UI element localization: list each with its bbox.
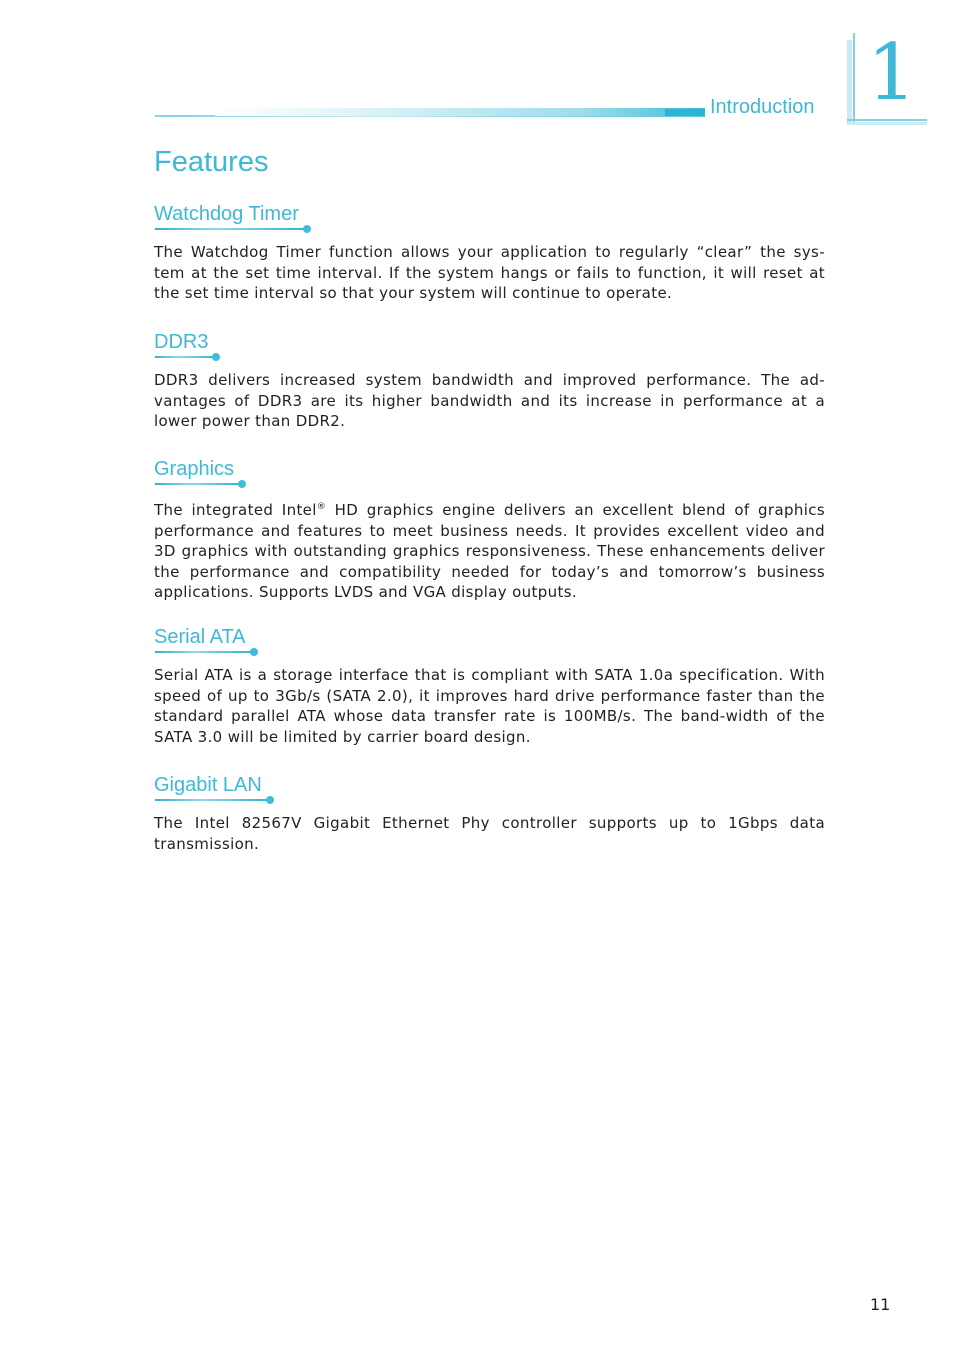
section-body: The integrated Intel® HD graphics engine delivers an excellent blend of graphics performance and features to meet business needs. It provides excellent video and 3D graphics with outstanding graphics responsiveness. These enhancements deliver the performance and compatibility needed for today’s and tomorrow’s business applications. Supports LVDS and VGA display outputs. <box>154 501 825 601</box>
page-title: Features <box>154 146 269 178</box>
bullet-dot-icon <box>266 796 274 804</box>
bullet-dot-icon <box>238 480 246 488</box>
section-heading: Gigabit LAN <box>154 773 270 803</box>
heading-underline <box>155 799 270 801</box>
section-serial-ata <box>154 625 825 747</box>
section-heading: DDR3 <box>154 330 216 360</box>
section-body: The Intel 82567V Gigabit Ethernet Phy controller supports up to 1Gbps data transmission. <box>154 814 825 853</box>
heading-underline <box>155 228 307 230</box>
section-heading: Graphics <box>154 457 242 487</box>
page-number: 11 <box>870 1295 891 1314</box>
heading-underline <box>155 483 242 485</box>
section-body: DDR3 delivers increased system bandwidth and improved performance. The ad-vantages of DDR3 are its higher bandwidth and its increase in performance at a lower power than DDR2. <box>154 371 825 430</box>
section-watchdog-timer <box>154 202 825 304</box>
section-heading: Watchdog Timer <box>154 202 307 232</box>
section-ddr3 <box>154 330 825 432</box>
heading-underline <box>155 651 254 653</box>
header-section-title: Introduction <box>710 96 815 118</box>
bullet-dot-icon <box>303 225 311 233</box>
section-body: The Watchdog Timer function allows your application to regularly “clear” the sys-tem at the set time interval. If the system hangs or fails to function, it will reset at the set time interval so that your system will continue to operate. <box>154 243 825 302</box>
chapter-tab <box>847 28 927 125</box>
header-rule <box>155 108 705 118</box>
chapter-number: 1 <box>867 28 917 118</box>
section-heading: Serial ATA <box>154 625 254 655</box>
section-body: Serial ATA is a storage interface that is compliant with SATA 1.0a specification. With speed of up to 3Gb/s (SATA 2.0), it improves hard drive performance faster than the standard parallel ATA whose data transfer rate is 100MB/s. The band-width of the SATA 3.0 will be limited by carrier board design. <box>154 666 825 746</box>
section-graphics <box>154 457 825 603</box>
bullet-dot-icon <box>250 648 258 656</box>
registered-mark: ® <box>316 502 327 512</box>
heading-underline <box>155 356 216 358</box>
bullet-dot-icon <box>212 353 220 361</box>
section-gigabit-lan <box>154 773 825 854</box>
